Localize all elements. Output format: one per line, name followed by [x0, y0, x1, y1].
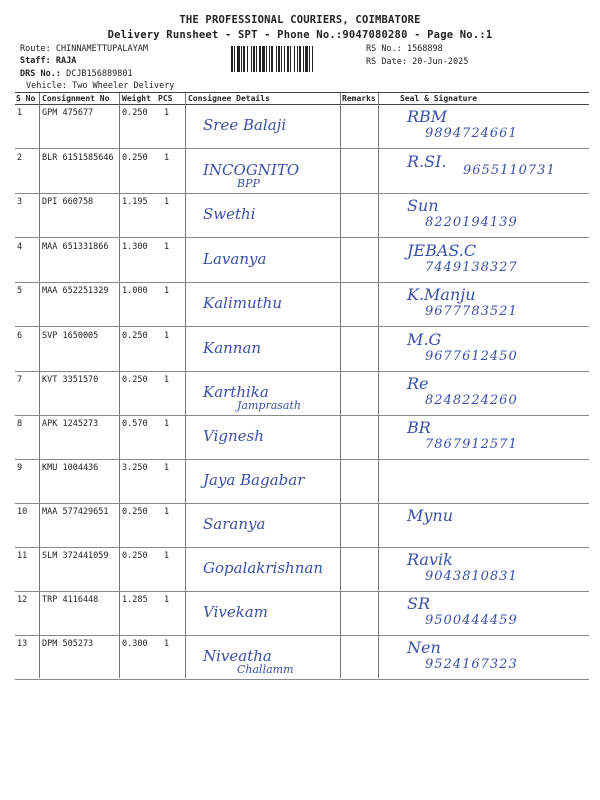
staff-label: Staff:	[20, 56, 51, 66]
row-weight: 0.250	[122, 375, 148, 385]
rs-no-value: 1568898	[406, 44, 443, 54]
row-sno: 6	[17, 331, 23, 341]
row-consignment-no: KVT 3351570	[42, 375, 99, 385]
vehicle-line	[26, 80, 174, 92]
signature-phone: 7449138327	[425, 260, 518, 275]
rs-date-label: RS Date:	[366, 57, 407, 67]
row-consignment-no: KMU 1004436	[42, 463, 99, 473]
consignee-handwriting: Swethi	[203, 205, 256, 223]
table-row	[15, 193, 589, 237]
column-header-consignee: Consignee Details	[188, 94, 270, 103]
table-row	[15, 415, 589, 459]
signature-phone: 8220194139	[425, 215, 518, 230]
table-row	[15, 238, 589, 282]
route-value: CHINNAMETTUPALAYAM	[55, 44, 148, 54]
rs-date-value: 20-Jun-2025	[412, 57, 469, 67]
signature-handwriting: R.SI.	[407, 152, 447, 171]
signature-handwriting: BR	[407, 418, 431, 437]
row-consignment-no: MAA 577429651	[42, 507, 109, 517]
row-consignment-no: MAA 651331866	[42, 242, 109, 252]
row-pcs: 1	[164, 463, 170, 473]
row-consignment-no: TRP 4116448	[42, 595, 99, 605]
row-pcs: 1	[164, 197, 170, 207]
table-row	[15, 104, 589, 148]
row-sno: 13	[17, 639, 28, 649]
row-divider	[15, 679, 589, 680]
row-weight: 0.250	[122, 153, 148, 163]
route-label: Route:	[20, 44, 51, 54]
row-sno: 4	[17, 242, 23, 252]
row-pcs: 1	[164, 242, 170, 252]
vehicle-label: Vehicle:	[26, 81, 67, 91]
table-row	[15, 327, 589, 371]
consignee-handwriting: Lavanya	[203, 250, 267, 268]
signature-handwriting: Nen	[407, 638, 441, 657]
signature-phone: 9043810831	[425, 569, 518, 584]
barcode-image	[231, 46, 355, 72]
consignee-handwriting: Kalimuthu	[203, 294, 282, 312]
row-weight: 0.250	[122, 551, 148, 561]
column-header-consignment: Consignment No	[42, 94, 110, 103]
row-sno: 12	[17, 595, 28, 605]
consignee-handwriting: Jaya Bagabar	[203, 471, 305, 489]
consignee-handwriting: Saranya	[203, 515, 266, 533]
row-consignment-no: APK 1245273	[42, 419, 99, 429]
page-title: THE PROFESSIONAL COURIERS, COIMBATORE	[179, 14, 421, 26]
signature-phone: 9894724661	[425, 126, 518, 141]
rs-no-line	[366, 43, 443, 55]
row-weight: 0.300	[122, 639, 148, 649]
signature-handwriting: Mynu	[407, 506, 454, 525]
signature-handwriting: K.Manju	[407, 285, 476, 304]
row-pcs: 1	[164, 331, 170, 341]
signature-phone: 9655110731	[463, 163, 556, 178]
column-header-sno: S No	[16, 94, 36, 103]
row-weight: 0.250	[122, 108, 148, 118]
row-sno: 3	[17, 197, 23, 207]
drs-line	[20, 68, 133, 80]
consignee-handwriting-line2: Jamprasath	[237, 399, 301, 412]
row-pcs: 1	[164, 507, 170, 517]
column-header-pcs: PCS	[158, 94, 173, 103]
staff-value: RAJA	[55, 56, 77, 66]
consignee-handwriting-line2: Challamm	[237, 663, 294, 676]
consignee-handwriting: Sree Balaji	[203, 116, 287, 134]
signature-phone: 8248224260	[425, 393, 518, 408]
row-sno: 9	[17, 463, 23, 473]
row-consignment-no: GPM 475677	[42, 108, 94, 118]
row-consignment-no: DPM 505273	[42, 639, 94, 649]
row-consignment-no: BLR 6151585646	[42, 153, 114, 163]
row-pcs: 1	[164, 595, 170, 605]
column-header-signature: Seal & Signature	[400, 94, 478, 103]
signature-handwriting: SR	[407, 594, 431, 613]
staff-line	[20, 55, 76, 67]
column-header-remarks: Remarks	[342, 94, 376, 103]
consignee-handwriting-line2: BPP	[237, 177, 260, 190]
table-top-border	[15, 92, 589, 93]
rs-date-line	[366, 56, 468, 68]
signature-handwriting: JEBAS.C	[407, 241, 477, 260]
row-pcs: 1	[164, 108, 170, 118]
row-sno: 2	[17, 153, 23, 163]
row-weight: 0.250	[122, 331, 148, 341]
signature-phone: 9677612450	[425, 349, 518, 364]
drs-value: DCJB156889801	[66, 69, 133, 79]
row-consignment-no: MAA 652251329	[42, 286, 109, 296]
row-sno: 8	[17, 419, 23, 429]
signature-phone: 9524167323	[425, 657, 518, 672]
row-sno: 1	[17, 108, 23, 118]
row-pcs: 1	[164, 551, 170, 561]
signature-handwriting: Ravik	[407, 550, 453, 569]
route-line	[20, 43, 148, 55]
table-row	[15, 591, 589, 635]
page-subtitle: Delivery Runsheet - SPT - Phone No.:9047080280 - Page No.:1	[107, 29, 493, 41]
consignee-handwriting: Gopalakrishnan	[203, 559, 323, 577]
row-sno: 5	[17, 286, 23, 296]
consignee-handwriting: Vignesh	[203, 427, 264, 445]
table-row	[15, 371, 589, 415]
column-header-weight: Weight	[122, 94, 151, 103]
rs-no-label: RS No.:	[366, 44, 402, 54]
drs-label: DRS No.:	[20, 69, 61, 79]
consignee-handwriting: INCOGNITO	[203, 161, 300, 179]
signature-phone: 7867912571	[425, 437, 518, 452]
table-row	[15, 459, 589, 503]
signature-phone: 9677783521	[425, 304, 518, 319]
row-sno: 11	[17, 551, 28, 561]
signature-handwriting: Sun	[407, 196, 439, 215]
row-pcs: 1	[164, 419, 170, 429]
consignee-handwriting: Karthika	[203, 383, 269, 401]
row-pcs: 1	[164, 375, 170, 385]
row-pcs: 1	[164, 153, 170, 163]
row-consignment-no: DPI 660758	[42, 197, 94, 207]
vehicle-value: Two Wheeler Delivery	[72, 81, 175, 91]
signature-handwriting: M.G	[407, 330, 442, 349]
table-row	[15, 282, 589, 326]
row-weight: 1.285	[122, 595, 148, 605]
row-pcs: 1	[164, 286, 170, 296]
signature-handwriting: Re	[407, 374, 429, 393]
row-weight: 0.250	[122, 507, 148, 517]
table-row	[15, 503, 589, 547]
row-sno: 7	[17, 375, 23, 385]
row-weight: 1.000	[122, 286, 148, 296]
consignee-handwriting: Kannan	[203, 339, 262, 357]
row-consignment-no: SLM 372441059	[42, 551, 109, 561]
row-consignment-no: SVP 1650005	[42, 331, 99, 341]
row-weight: 1.195	[122, 197, 148, 207]
row-pcs: 1	[164, 639, 170, 649]
signature-handwriting: RBM	[407, 107, 448, 126]
signature-phone: 9500444459	[425, 613, 518, 628]
row-sno: 10	[17, 507, 28, 517]
consignee-handwriting: Vivekam	[203, 603, 268, 621]
table-row	[15, 149, 589, 193]
row-weight: 1.300	[122, 242, 148, 252]
table-row	[15, 547, 589, 591]
consignee-handwriting: Niveatha	[203, 647, 272, 665]
row-weight: 0.570	[122, 419, 148, 429]
row-weight: 3.250	[122, 463, 148, 473]
table-row	[15, 635, 589, 679]
